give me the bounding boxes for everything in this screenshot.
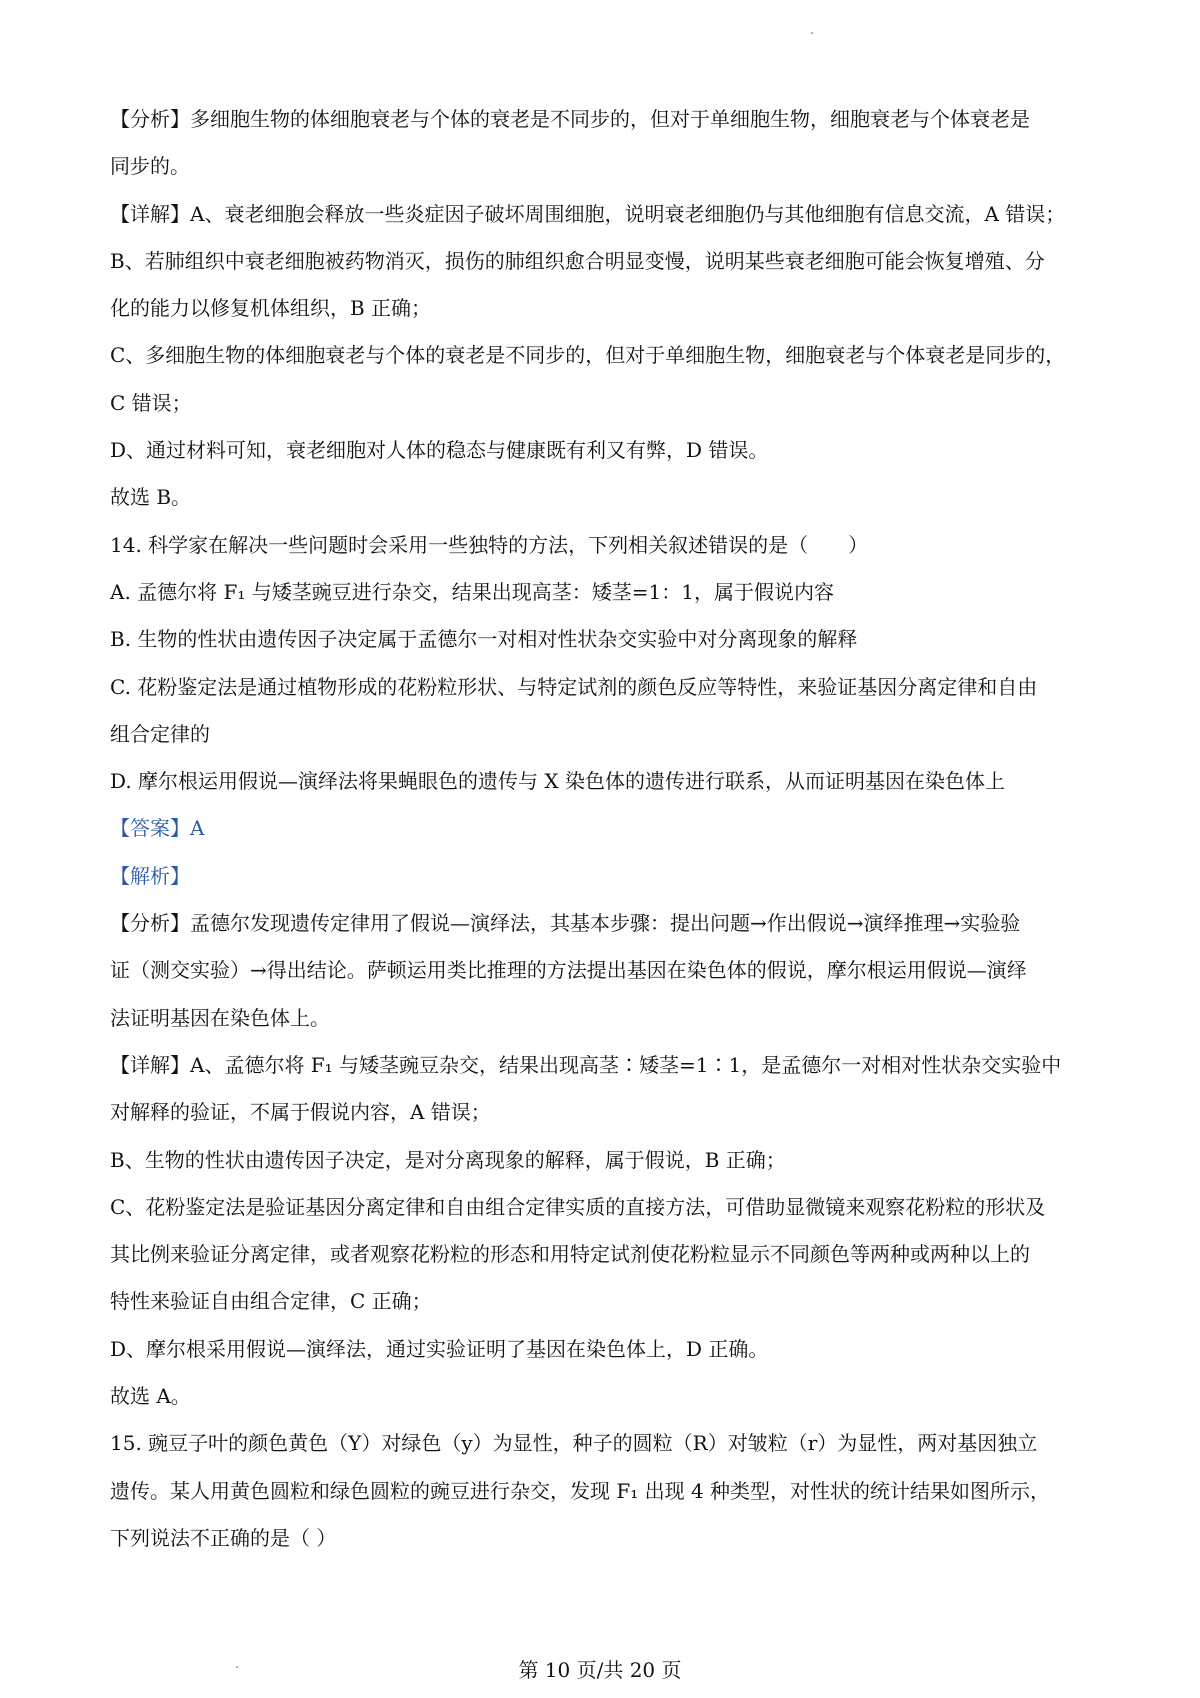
- text-line: 对解释的验证，不属于假说内容，A 错误；: [110, 1100, 491, 1125]
- text-line: 法证明基因在染色体上。: [110, 1005, 330, 1030]
- text-line: 15. 豌豆子叶的颜色黄色（Y）对绿色（y）为显性，种子的圆粒（R）对皱粒（r）为显性，两对基因独立: [110, 1431, 1038, 1456]
- text-line: B. 生物的性状由遗传因子决定属于孟德尔一对相对性状杂交实验中对分离现象的解释: [110, 627, 858, 652]
- speck-mark: [236, 1666, 238, 1668]
- text-line: C 错误；: [110, 390, 192, 415]
- text-line: 【详解】A、孟德尔将 F₁ 与矮茎豌豆杂交，结果出现高茎∶矮茎=1∶1，是孟德尔一对相对性状杂交实验中: [110, 1052, 1062, 1077]
- document-body: [110, 96, 1100, 1562]
- text-line: 故选 A。: [110, 1384, 191, 1409]
- speck-mark: [811, 32, 813, 34]
- text-line: 【分析】多细胞生物的体细胞衰老与个体的衰老是不同步的，但对于单细胞生物，细胞衰老与个体衰老是: [110, 107, 1030, 131]
- text-line: 14. 科学家在解决一些问题时会采用一些独特的方法，下列相关叙述错误的是（ ）: [110, 532, 869, 557]
- text-line: 化的能力以修复机体组织，B 正确；: [110, 296, 432, 321]
- text-line: 其比例来验证分离定律，或者观察花粉粒的形态和用特定试剂使花粉粒显示不同颜色等两种或两种以上的: [110, 1242, 1030, 1267]
- text-line: 【分析】孟德尔发现遗传定律用了假说—演绎法，其基本步骤：提出问题→作出假说→演绎推理→实验验: [110, 911, 1021, 936]
- text-line: 【答案】A: [110, 816, 205, 841]
- text-line: D. 摩尔根运用假说—演绎法将果蝇眼色的遗传与 X 染色体的遗传进行联系，从而证明基因在染色体上: [110, 769, 1005, 794]
- page-footer: 第 10 页/共 20 页: [518, 1658, 682, 1682]
- text-line: 【解析】: [110, 863, 190, 888]
- text-line: A. 孟德尔将 F₁ 与矮茎豌豆进行杂交，结果出现高茎：矮茎=1：1，属于假说内容: [110, 579, 834, 604]
- text-line: 同步的。: [110, 154, 190, 179]
- text-line: 特性来验证自由组合定律，C 正确；: [110, 1289, 432, 1314]
- text-line: 遗传。某人用黄色圆粒和绿色圆粒的豌豆进行杂交，发现 F₁ 出现 4 种类型，对性状的统计结果如图所示，: [110, 1478, 1051, 1503]
- text-line: 【详解】A、衰老细胞会释放一些炎症因子破坏周围细胞，说明衰老细胞仍与其他细胞有信息交流，A 错误；: [110, 201, 1066, 226]
- text-line: 故选 B。: [110, 485, 192, 510]
- text-line: 证（测交实验）→得出结论。萨顿运用类比推理的方法提出基因在染色体的假说，摩尔根运用假说—演绎: [110, 958, 1027, 983]
- text-line: D、通过材料可知，衰老细胞对人体的稳态与健康既有利又有弊，D 错误。: [110, 438, 769, 463]
- text-line: C、多细胞生物的体细胞衰老与个体的衰老是不同步的，但对于单细胞生物，细胞衰老与个体衰老是同步的，: [110, 343, 1066, 368]
- text-line: 下列说法不正确的是（ ）: [110, 1525, 337, 1550]
- text-line: B、生物的性状由遗传因子决定，是对分离现象的解释，属于假说，B 正确；: [110, 1147, 786, 1172]
- text-line: D、摩尔根采用假说—演绎法，通过实验证明了基因在染色体上，D 正确。: [110, 1336, 769, 1361]
- text-line: C. 花粉鉴定法是通过植物形成的花粉粒形状、与特定试剂的颜色反应等特性，来验证基因分离定律和自由: [110, 674, 1038, 699]
- text-line: C、花粉鉴定法是验证基因分离定律和自由组合定律实质的直接方法，可借助显微镜来观察花粉粒的形状及: [110, 1194, 1046, 1219]
- text-line: 组合定律的: [110, 721, 210, 746]
- text-line: B、若肺组织中衰老细胞被药物消灭，损伤的肺组织愈合明显变慢，说明某些衰老细胞可能会恢复增殖、分: [110, 248, 1045, 273]
